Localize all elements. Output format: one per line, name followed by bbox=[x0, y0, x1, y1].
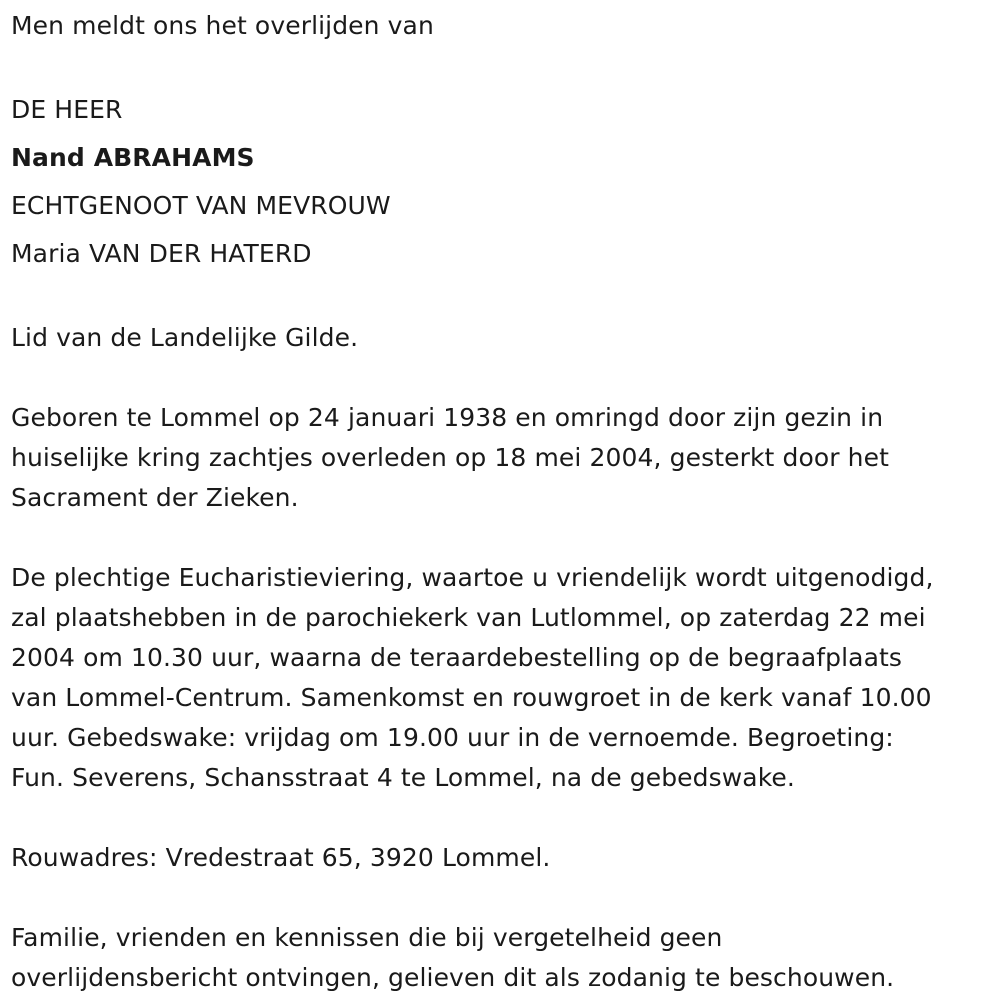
paragraph-line: zal plaatshebben in de parochiekerk van Lutlommel, op zaterdag 22 mei bbox=[11, 603, 926, 632]
birth-death-paragraph bbox=[11, 398, 996, 518]
spacer bbox=[11, 878, 996, 918]
honorific: DE HEER bbox=[11, 95, 123, 124]
paragraph-line: Fun. Severens, Schansstraat 4 te Lommel, na de gebedswake. bbox=[11, 763, 795, 792]
deceased-name: Nand ABRAHAMS bbox=[11, 143, 255, 172]
paragraph-line: uur. Gebedswake: vrijdag om 19.00 uur in de vernoemde. Begroeting: bbox=[11, 723, 894, 752]
spacer bbox=[11, 358, 996, 398]
intro-line: Men meldt ons het overlijden van bbox=[11, 11, 434, 40]
spacer bbox=[11, 46, 996, 86]
paragraph-line: huiselijke kring zachtjes overleden op 18 mei 2004, gesterkt door het bbox=[11, 443, 889, 472]
spacer bbox=[11, 798, 996, 838]
obituary-notice bbox=[11, 0, 996, 998]
deceased-block bbox=[11, 86, 996, 278]
mourning-address: Rouwadres: Vredestraat 65, 3920 Lommel. bbox=[11, 843, 551, 872]
paragraph-line: 2004 om 10.30 uur, waarna de teraardebestelling op de begraafplaats bbox=[11, 643, 903, 672]
paragraph-line: Familie, vrienden en kennissen die bij vergetelheid geen bbox=[11, 923, 723, 952]
paragraph-line: overlijdensbericht ontvingen, gelieven dit als zodanig te beschouwen. bbox=[11, 963, 895, 992]
spacer bbox=[11, 278, 996, 318]
spouse-name: Maria VAN DER HATERD bbox=[11, 239, 312, 268]
paragraph-line: Geboren te Lommel op 24 januari 1938 en omringd door zijn gezin in bbox=[11, 403, 884, 432]
relation-line: ECHTGENOOT VAN MEVROUW bbox=[11, 191, 391, 220]
ceremony-paragraph bbox=[11, 558, 996, 798]
membership-line: Lid van de Landelijke Gilde. bbox=[11, 323, 359, 352]
closing-paragraph bbox=[11, 918, 996, 998]
paragraph-line: De plechtige Eucharistieviering, waartoe u vriendelijk wordt uitgenodigd, bbox=[11, 563, 934, 592]
paragraph-line: Sacrament der Zieken. bbox=[11, 483, 299, 512]
paragraph-line: van Lommel-Centrum. Samenkomst en rouwgroet in de kerk vanaf 10.00 bbox=[11, 683, 932, 712]
spacer bbox=[11, 518, 996, 558]
